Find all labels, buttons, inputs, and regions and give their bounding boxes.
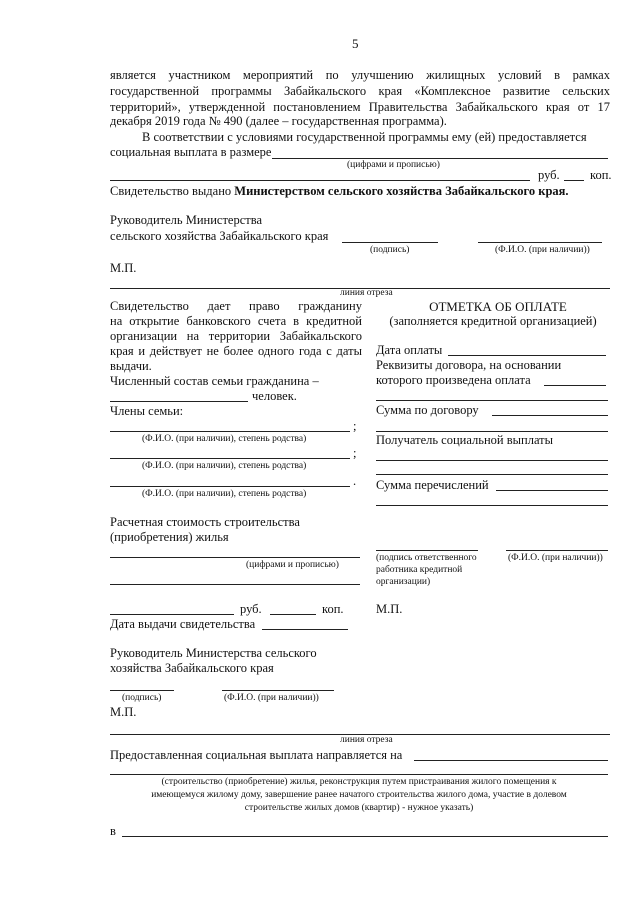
payment-mark-subtitle: (заполняется кредитной организацией) (389, 314, 597, 328)
cost-kop-label: коп. (322, 602, 344, 616)
issued-prefix: Свидетельство выдано (110, 184, 235, 198)
recipient-label: Получатель социальной выплаты (376, 433, 554, 447)
left-signature-field[interactable] (110, 690, 174, 691)
contract-details-label-1: Реквизиты договора, на основании (376, 358, 562, 372)
issue-date-label: Дата выдачи свидетельства (110, 617, 256, 631)
kop-label: коп. (590, 168, 612, 182)
members-label: Члены семьи: (110, 404, 184, 418)
para-line: территорий», утвержденной постановлением Правительства Забайкальского края от 17 (110, 100, 610, 114)
cost-hint: (цифрами и прописью) (246, 560, 339, 570)
payment-date-label: Дата оплаты (376, 343, 443, 357)
contract-sum-continuation-field[interactable] (376, 431, 608, 432)
responsible-signature-field[interactable] (376, 550, 478, 551)
left-text-line: выдачи. (110, 359, 152, 373)
cost-amount-field[interactable] (110, 557, 360, 558)
family-count-label: Численный состав семьи гражданина – (110, 374, 319, 388)
contract-sum-field[interactable] (492, 415, 608, 416)
transfer-sum-continuation-field[interactable] (376, 505, 608, 506)
left-signature-hint: (подпись) (122, 693, 162, 703)
head-fio-field[interactable] (478, 242, 602, 243)
stamp-label: М.П. (110, 261, 137, 275)
contract-sum-label: Сумма по договору (376, 403, 479, 417)
contract-details-label-2: которого произведена оплата (376, 373, 531, 387)
fio-hint: (Ф.И.О. (при наличии)) (495, 245, 590, 255)
responsible-hint-2: работника кредитной (376, 565, 463, 575)
responsible-fio-hint: (Ф.И.О. (при наличии)) (508, 553, 603, 563)
in-prefix: в (110, 824, 116, 838)
transfer-sum-field[interactable] (496, 490, 608, 491)
in-field[interactable] (122, 836, 608, 837)
left-fio-field[interactable] (222, 690, 334, 691)
cost-line1: Расчетная стоимость строительства (110, 515, 300, 529)
amount-continuation-field[interactable] (110, 180, 530, 181)
member-hint: (Ф.И.О. (при наличии), степень родства) (142, 461, 307, 471)
kop-field[interactable] (564, 180, 584, 181)
signature-hint: (подпись) (370, 245, 410, 255)
cost-line2: (приобретения) жилья (110, 530, 229, 544)
cut-line-label: линия отреза (340, 735, 393, 745)
semicolon: ; (353, 446, 357, 460)
cost-amount-continuation-field[interactable] (110, 584, 360, 585)
payment-mark-title: ОТМЕТКА ОБ ОПЛАТЕ (429, 299, 567, 314)
left-text-line: края и действует не более одного года с даты (110, 344, 362, 358)
directed-label: Предоставленная социальная выплата направляется на (110, 748, 403, 762)
left-text-line: организации на территории Забайкальского (110, 329, 362, 343)
cut-line-label: линия отреза (340, 288, 393, 298)
recipient-field[interactable] (376, 460, 608, 461)
para-line: государственной программы Забайкальского края «Комплексное развитие сельских (110, 84, 610, 98)
left-fio-hint: (Ф.И.О. (при наличии)) (224, 693, 319, 703)
family-member-field[interactable] (110, 458, 350, 459)
issued-by-line (110, 184, 569, 199)
payment-date-field[interactable] (448, 355, 606, 356)
cost-rub-field[interactable] (110, 614, 234, 615)
para2-line2: социальная выплата в размере (110, 145, 272, 159)
responsible-fio-field[interactable] (506, 550, 608, 551)
head-line2: сельского хозяйства Забайкальского края (110, 229, 329, 243)
head-signature-field[interactable] (342, 242, 438, 243)
directed-note: имеющемуся жилому дому, завершение ранее начатого строительства жилого дома, участие в долевом (151, 790, 567, 800)
head-line1: Руководитель Министерства (110, 213, 263, 227)
semicolon: ; (353, 419, 357, 433)
left-head-line1: Руководитель Министерства сельского (110, 646, 317, 660)
persons-label: человек. (252, 389, 297, 403)
contract-details-continuation-field[interactable] (376, 400, 608, 401)
right-stamp-label: М.П. (376, 602, 403, 616)
family-member-field[interactable] (110, 486, 350, 487)
page-number: 5 (352, 36, 359, 51)
responsible-hint-1: (подпись ответственного (376, 553, 477, 563)
cost-kop-field[interactable] (270, 614, 316, 615)
family-member-field[interactable] (110, 431, 350, 432)
contract-details-field[interactable] (544, 385, 606, 386)
responsible-hint-3: организации) (376, 577, 431, 587)
directed-note: строительстве жилых домов (квартир) - нужное указать) (244, 803, 474, 813)
amount-field[interactable] (272, 158, 608, 159)
left-text-line: на открытие банковского счета в кредитной (110, 314, 362, 328)
para-line: декабря 2019 года № 490 (далее – государственная программа). (110, 114, 447, 128)
directed-continuation-field[interactable] (110, 774, 608, 775)
left-stamp-label: М.П. (110, 705, 137, 719)
issued-by-ministry: Министерством сельского хозяйства Забайкальского края. (234, 184, 569, 198)
member-hint: (Ф.И.О. (при наличии), степень родства) (142, 489, 307, 499)
left-head-line2: хозяйства Забайкальского края (110, 661, 274, 675)
member-hint: (Ф.И.О. (при наличии), степень родства) (142, 434, 307, 444)
issue-date-field[interactable] (262, 629, 348, 630)
cost-rub-label: руб. (240, 602, 262, 616)
family-count-field[interactable] (110, 401, 248, 402)
para-line: является участником мероприятий по улучшению жилищных условий в рамках (110, 68, 610, 82)
rub-label: руб. (538, 168, 560, 182)
period: . (353, 474, 357, 488)
transfer-sum-label: Сумма перечислений (376, 478, 489, 492)
para2-line1: В соответствии с условиями государственной программы ему (ей) предоставляется (142, 130, 587, 144)
amount-hint: (цифрами и прописью) (347, 160, 440, 170)
directed-field[interactable] (414, 760, 608, 761)
recipient-continuation-field[interactable] (376, 474, 608, 475)
directed-note: (строительство (приобретение) жилья, реконструкция путем пристраивания жилого помещения к (161, 777, 557, 787)
left-text-line: Свидетельство дает право гражданину (110, 299, 362, 313)
